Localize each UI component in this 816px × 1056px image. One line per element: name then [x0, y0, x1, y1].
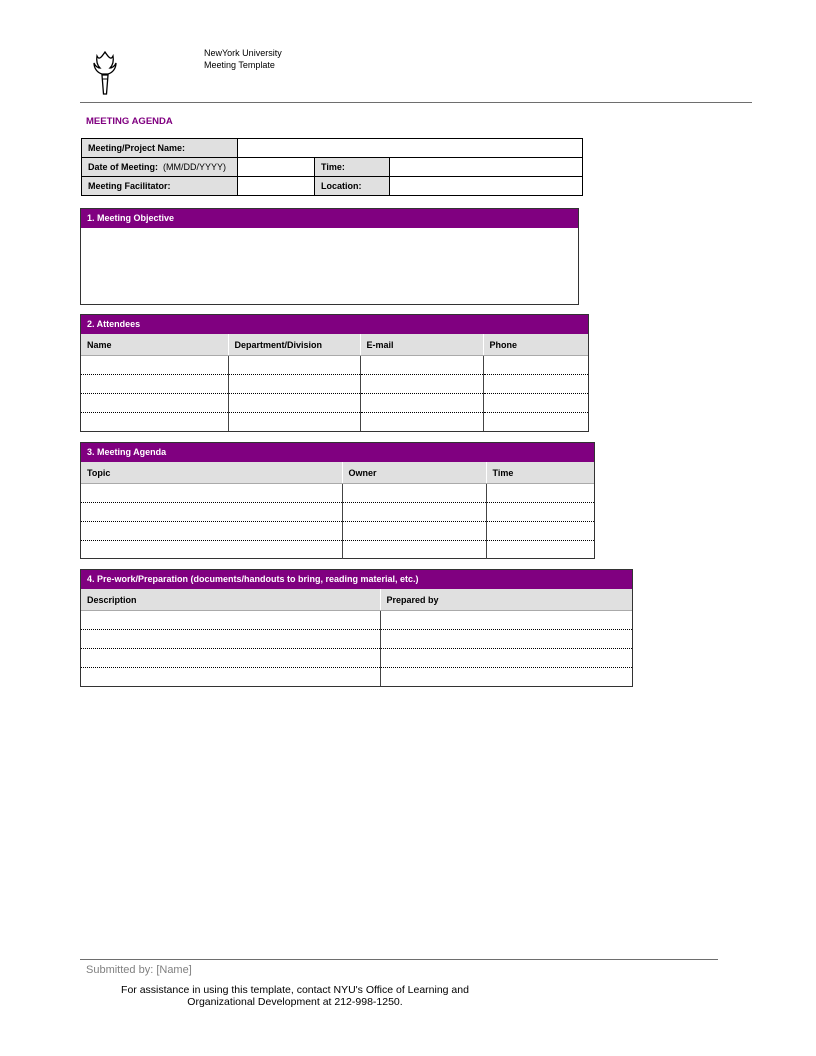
cell[interactable] [81, 611, 380, 630]
cell[interactable] [483, 413, 588, 432]
date-format-hint: (MM/DD/YYYY) [163, 162, 227, 172]
cell[interactable] [81, 356, 228, 375]
table-row [81, 649, 632, 668]
attendees-section [80, 314, 589, 432]
facilitator-field[interactable] [238, 177, 315, 196]
table-row [81, 668, 632, 687]
cell[interactable] [81, 649, 380, 668]
cell[interactable] [342, 484, 486, 503]
cell[interactable] [360, 356, 483, 375]
table-row [81, 356, 588, 375]
prework-table [81, 589, 632, 686]
cell[interactable] [81, 413, 228, 432]
footer-divider [80, 959, 718, 960]
table-row [81, 522, 594, 541]
cell[interactable] [483, 356, 588, 375]
header-divider [80, 102, 752, 103]
col-name: Name [81, 334, 228, 356]
cell[interactable] [81, 668, 380, 687]
assistance-note [80, 984, 510, 1008]
assistance-line-1: For assistance in using this template, contact NYU's Office of Learning and [121, 984, 469, 996]
page-title: MEETING AGENDA [86, 116, 173, 127]
cell[interactable] [380, 668, 632, 687]
table-row [81, 394, 588, 413]
cell[interactable] [342, 503, 486, 522]
org-name: NewYork University [204, 48, 282, 58]
cell[interactable] [81, 484, 342, 503]
prework-section [80, 569, 633, 687]
prework-header: 4. Pre-work/Preparation (documents/handouts to bring, reading material, etc.) [81, 570, 632, 589]
cell[interactable] [228, 375, 360, 394]
cell[interactable] [483, 394, 588, 413]
agenda-section [80, 442, 595, 559]
cell[interactable] [380, 630, 632, 649]
cell[interactable] [360, 394, 483, 413]
date-field[interactable] [238, 158, 315, 177]
torch-icon [90, 48, 120, 96]
col-topic: Topic [81, 462, 342, 484]
cell[interactable] [81, 394, 228, 413]
table-row [81, 503, 594, 522]
cell[interactable] [81, 630, 380, 649]
cell[interactable] [81, 503, 342, 522]
cell[interactable] [342, 522, 486, 541]
cell[interactable] [486, 522, 594, 541]
objective-field[interactable] [81, 228, 578, 303]
template-name: Meeting Template [204, 60, 275, 70]
cell[interactable] [486, 484, 594, 503]
cell[interactable] [228, 394, 360, 413]
col-department: Department/Division [228, 334, 360, 356]
col-time: Time [486, 462, 594, 484]
cell[interactable] [342, 541, 486, 560]
cell[interactable] [81, 541, 342, 560]
objective-header: 1. Meeting Objective [81, 209, 578, 228]
cell[interactable] [483, 375, 588, 394]
table-row [81, 611, 632, 630]
agenda-header: 3. Meeting Agenda [81, 443, 594, 462]
cell[interactable] [228, 413, 360, 432]
date-label: Date of Meeting: (MM/DD/YYYY) [82, 158, 238, 177]
col-email: E-mail [360, 334, 483, 356]
assistance-line-2: Organizational Development at 212-998-1250. [187, 996, 403, 1008]
cell[interactable] [486, 541, 594, 560]
cell[interactable] [81, 522, 342, 541]
table-row [81, 630, 632, 649]
meeting-info-table [81, 138, 583, 196]
table-row [81, 484, 594, 503]
col-description: Description [81, 589, 380, 611]
location-label: Location: [315, 177, 390, 196]
cell[interactable] [360, 413, 483, 432]
time-label: Time: [315, 158, 390, 177]
attendees-table [81, 334, 588, 431]
project-name-field[interactable] [238, 139, 583, 158]
nyu-logo [90, 48, 120, 96]
attendees-header: 2. Attendees [81, 315, 588, 334]
location-field[interactable] [390, 177, 583, 196]
cell[interactable] [380, 649, 632, 668]
cell[interactable] [81, 375, 228, 394]
submitted-by: Submitted by: [Name] [86, 964, 192, 976]
cell[interactable] [360, 375, 483, 394]
project-name-label: Meeting/Project Name: [82, 139, 238, 158]
objective-section [80, 208, 579, 305]
table-row [81, 375, 588, 394]
time-field[interactable] [390, 158, 583, 177]
col-phone: Phone [483, 334, 588, 356]
cell[interactable] [380, 611, 632, 630]
cell[interactable] [228, 356, 360, 375]
col-prepared-by: Prepared by [380, 589, 632, 611]
facilitator-label: Meeting Facilitator: [82, 177, 238, 196]
col-owner: Owner [342, 462, 486, 484]
cell[interactable] [486, 503, 594, 522]
agenda-table [81, 462, 594, 559]
table-row [81, 541, 594, 560]
table-row [81, 413, 588, 432]
